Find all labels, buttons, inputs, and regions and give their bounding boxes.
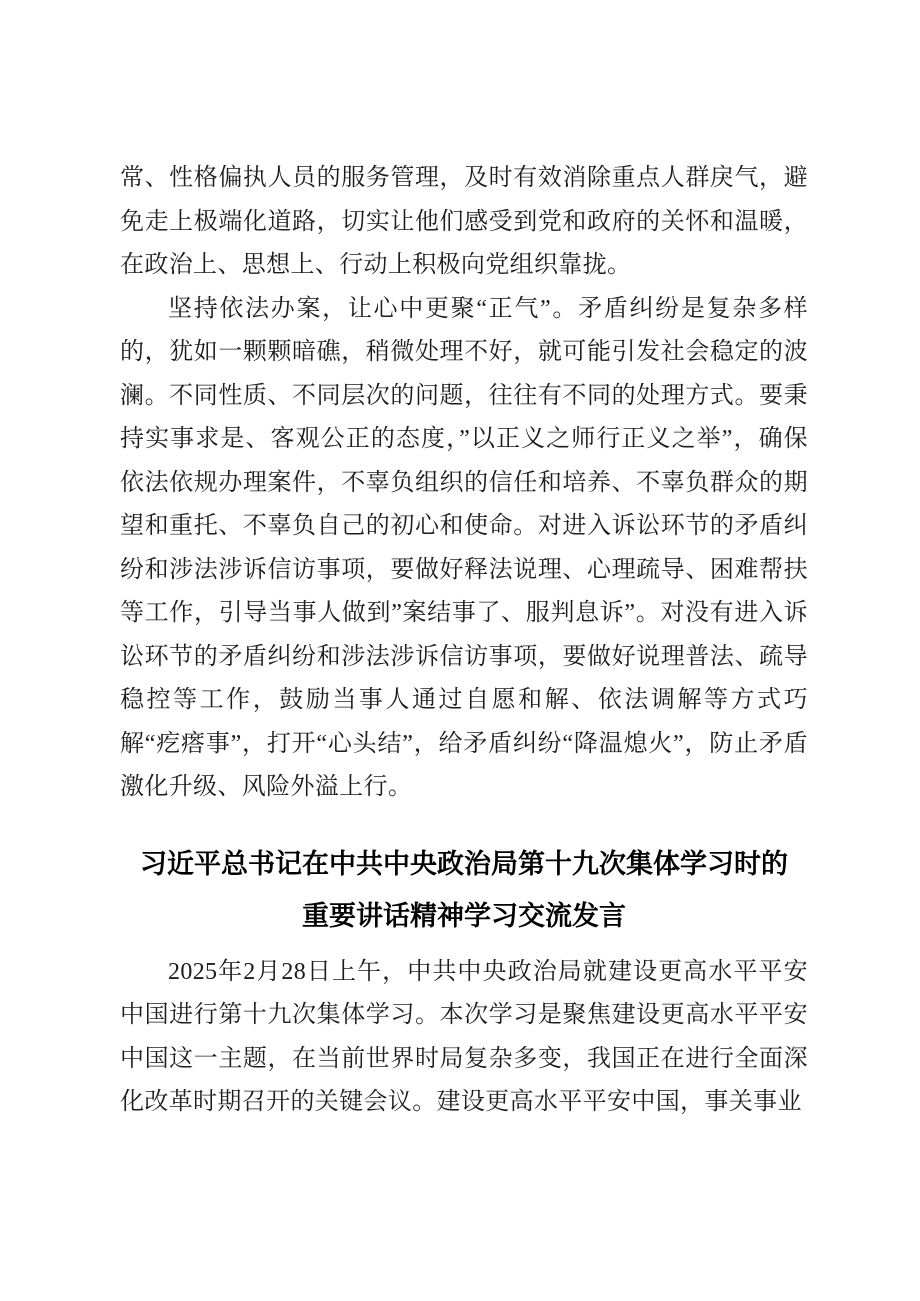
paragraph-continuation: 常、性格偏执人员的服务管理，及时有效消除重点人群戾气，避免走上极端化道路，切实让他们感受到党和政府的关怀和温暖，在政治上、思想上、行动上积极向党组织靠拢。 bbox=[120, 165, 808, 278]
paragraph-body: 2025年2月28日上午，中共中央政治局就建设更高水平平安中国进行第十九次集体学习。本次学习是聚焦建设更高水平平安中国这一主题，在当前世界时局复杂多变，我国正在进行全面深化改革时期召开的关键会议。建设更高水平平安中国，事关事业 bbox=[120, 958, 808, 1115]
section-heading-line-2: 重要讲话精神学习交流发言 bbox=[302, 900, 626, 931]
paragraph-body: 坚持依法办案，让心中更聚“正气”。矛盾纠纷是复杂多样的，犹如一颗颗暗礁，稍微处理不好，就可能引发社会稳定的波澜。不同性质、不同层次的问题，往往有不同的处理方式。要秉持实事求是、客观公正的态度，”以正义之师行正义之举”，确保依法依规办理案件，不辜负组织的信任和培养、不辜负群众的期望和重托、不辜负自己的初心和使命。对进入诉讼环节的矛盾纠纷和涉法涉诉信访事项，要做好释法说理、心理疏导、困难帮扶等工作，引导当事人做到”案结事了、服判息诉”。对没有进入诉讼环节的矛盾纠纷和涉法涉诉信访事项，要做好说理普法、疏导稳控等工作，鼓励当事人通过自愿和解、依法调解等方式巧解“疙瘩事”，打开“心头结”，给矛盾纠纷“降温熄火”，防止矛盾激化升级、风险外溢上行。 bbox=[120, 295, 808, 800]
section-heading bbox=[120, 838, 808, 942]
section-heading-line-1: 习近平总书记在中共中央政治局第十九次集体学习时的 bbox=[140, 848, 788, 879]
